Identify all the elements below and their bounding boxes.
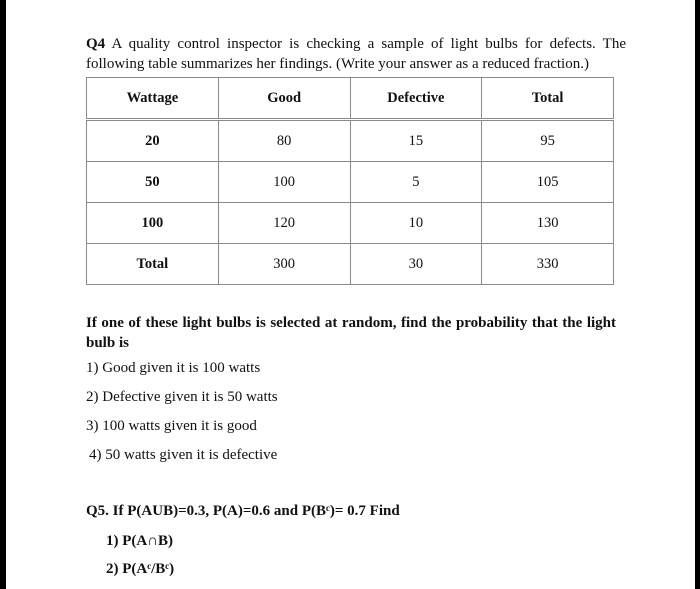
q4-label: Q4 bbox=[86, 36, 106, 52]
right-dark-edge bbox=[695, 0, 700, 589]
q4-text: A quality control inspector is checking a sample of light bulbs for defects. The following table summarizes her findings. (Write your answer as a reduced fraction.) bbox=[86, 36, 626, 72]
cell-wattage: Total bbox=[87, 244, 219, 285]
cell-total: 105 bbox=[482, 162, 614, 203]
cell-good: 120 bbox=[218, 203, 350, 244]
q5-prompt: Q5. If P(AUB)=0.3, P(A)=0.6 and P(Bᶜ)= 0.7 Find bbox=[86, 503, 400, 519]
cell-good: 100 bbox=[218, 162, 350, 203]
findings-table bbox=[86, 77, 614, 285]
header-wattage: Wattage bbox=[87, 78, 219, 120]
question-part: 2) Defective given it is 50 watts bbox=[86, 389, 278, 405]
cell-good: 300 bbox=[218, 244, 350, 285]
cell-wattage: 20 bbox=[87, 120, 219, 162]
cell-total: 330 bbox=[482, 244, 614, 285]
table-row bbox=[87, 162, 614, 203]
q5-item: 1) P(A∩B) bbox=[106, 533, 174, 549]
cell-good: 80 bbox=[218, 120, 350, 162]
question-prompt: If one of these light bulbs is selected at random, find the probability that the light bulb is bbox=[86, 315, 616, 351]
q5-item: 2) P(Aᶜ/Bᶜ) bbox=[106, 561, 175, 577]
cell-defective: 30 bbox=[350, 244, 482, 285]
cell-total: 95 bbox=[482, 120, 614, 162]
table-row bbox=[87, 120, 614, 162]
question-part: 1) Good given it is 100 watts bbox=[86, 360, 261, 376]
header-total: Total bbox=[482, 78, 614, 120]
table-row bbox=[87, 203, 614, 244]
q4-intro bbox=[86, 34, 626, 74]
table-header-row bbox=[87, 78, 614, 120]
cell-total: 130 bbox=[482, 203, 614, 244]
header-defective: Defective bbox=[350, 78, 482, 120]
cell-wattage: 50 bbox=[87, 162, 219, 203]
cell-defective: 15 bbox=[350, 120, 482, 162]
left-dark-edge bbox=[0, 0, 6, 589]
cell-wattage: 100 bbox=[87, 203, 219, 244]
question-part: 3) 100 watts given it is good bbox=[86, 418, 257, 434]
cell-defective: 5 bbox=[350, 162, 482, 203]
header-good: Good bbox=[218, 78, 350, 120]
table-row-total bbox=[87, 244, 614, 285]
cell-defective: 10 bbox=[350, 203, 482, 244]
question-part: 4) 50 watts given it is defective bbox=[89, 447, 278, 463]
